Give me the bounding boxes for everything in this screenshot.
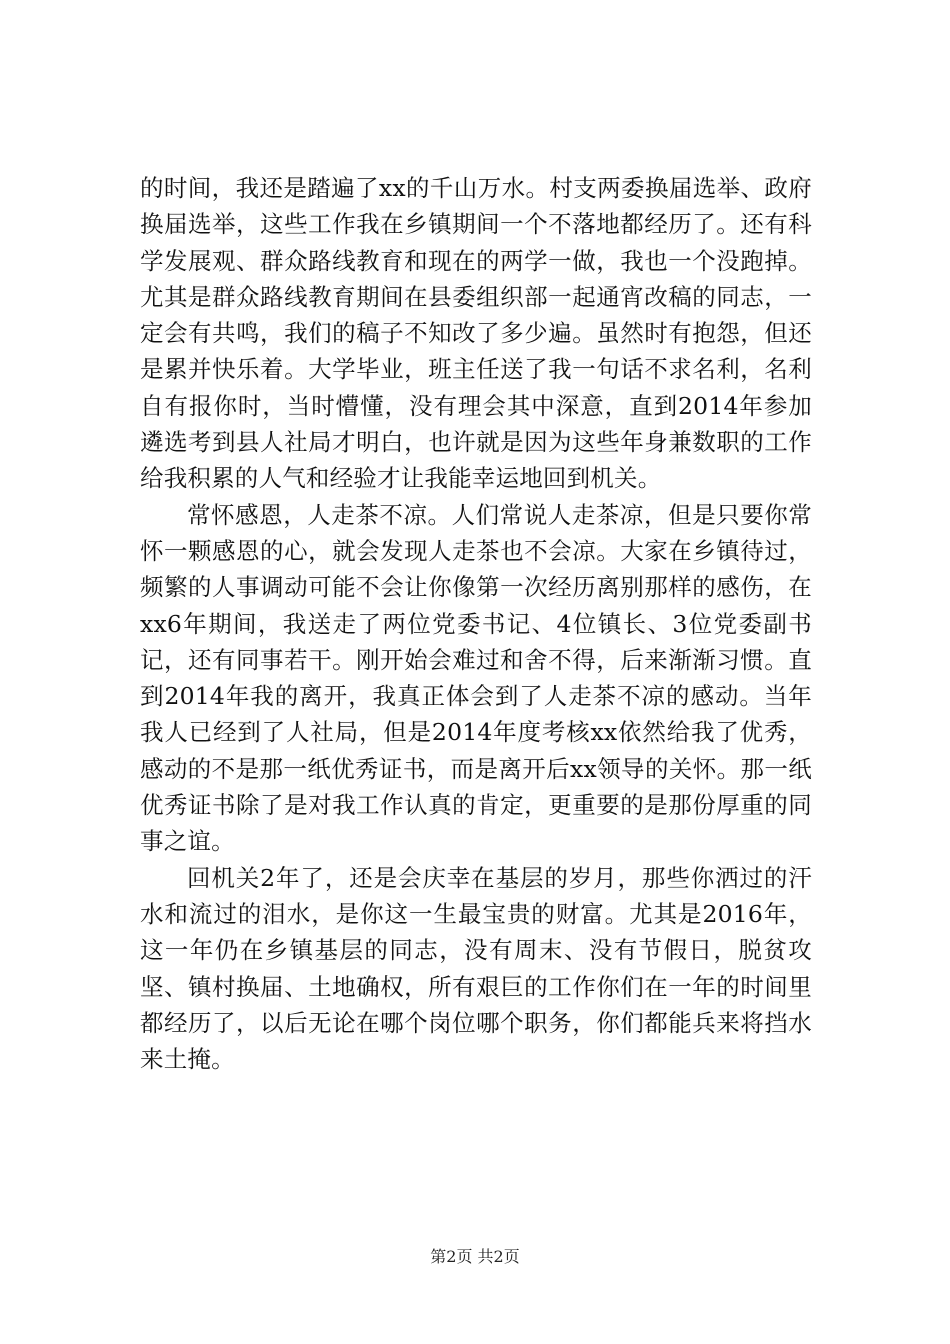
body-text (140, 170, 812, 1077)
page-footer: 第2页 共2页 (430, 1247, 520, 1266)
paragraph-return-to-office: 回机关2年了，还是会庆幸在基层的岁月，那些你洒过的汗水和流过的泪水，是你这一生最宝贵的财富。尤其是2016年，这一年仍在乡镇基层的同志，没有周末、没有节假日，脱贫攻坚、镇村换届、土地确权，所有艰巨的工作你们在一年的时间里都经历了，以后无论在哪个岗位哪个职务，你们都能兵来将挡水来土掩。 (140, 863, 812, 1074)
paragraph-gratitude: 常怀感恩，人走茶不凉。人们常说人走茶凉，但是只要你常怀一颗感恩的心，就会发现人走茶也不会凉。大家在乡镇待过，频繁的人事调动可能不会让你像第一次经历离别那样的感伤，在xx6年期间，我送走了两位党委书记、4位镇长、3位党委副书记，还有同事若干。刚开始会难过和舍不得，后来渐渐习惯。直到2014年我的离开，我真正体会到了人走茶不凉的感动。当年我人已经到了人社局，但是2014年度考核xx依然给我了优秀，感动的不是那一纸优秀证书，而是离开后xx领导的关怀。那一纸优秀证书除了是对我工作认真的肯定，更重要的是那份厚重的同事之谊。 (140, 500, 812, 856)
paragraph-continuation: 的时间，我还是踏遍了xx的千山万水。村支两委换届选举、政府换届选举，这些工作我在乡镇期间一个不落地都经历了。还有科学发展观、群众路线教育和现在的两学一做，我也一个没跑掉。尤其是群众路线教育期间在县委组织部一起通宵改稿的同志，一定会有共鸣，我们的稿子不知改了多少遍。虽然时有抱怨，但还是累并快乐着。大学毕业，班主任送了我一句话不求名利，名利自有报你时，当时懵懂，没有理会其中深意，直到2014年参加遴选考到县人社局才明白，也许就是因为这些年身兼数职的工作给我积累的人气和经验才让我能幸运地回到机关。 (140, 174, 812, 493)
